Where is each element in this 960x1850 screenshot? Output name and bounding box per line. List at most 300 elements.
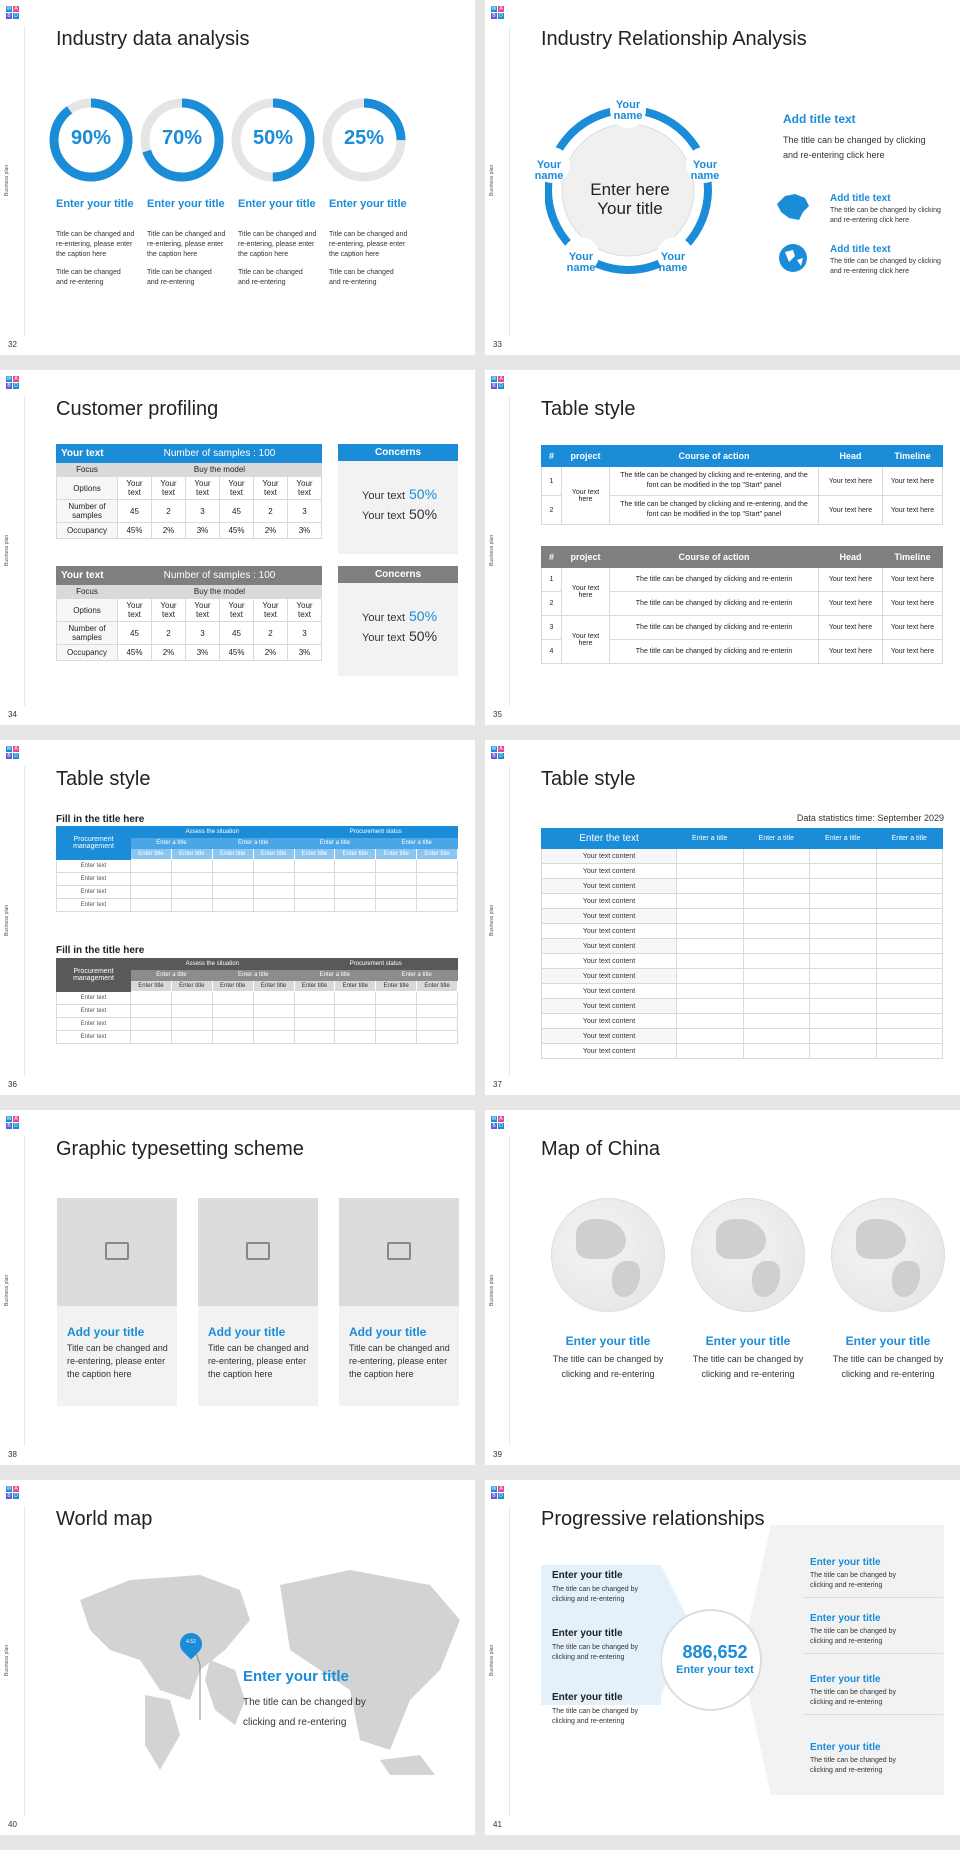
data-cell[interactable] — [171, 1018, 212, 1031]
data-cell[interactable] — [677, 879, 744, 894]
action-cell: The title can be changed by clicking and re-enterin — [610, 592, 819, 616]
data-cell[interactable] — [212, 886, 253, 899]
row-label: Your text content — [542, 849, 677, 864]
column-header: Enter title — [212, 849, 253, 860]
slide-41[interactable] — [485, 1480, 960, 1835]
item-title: Enter your title — [565, 1334, 651, 1348]
data-cell[interactable] — [253, 1005, 294, 1018]
data-cell[interactable] — [743, 864, 810, 879]
sample-cell: 45 — [118, 622, 152, 645]
divider — [24, 1506, 25, 1816]
data-cell[interactable] — [677, 984, 744, 999]
data-cell[interactable] — [417, 1005, 458, 1018]
data-cell[interactable] — [810, 939, 877, 954]
data-cell[interactable] — [417, 873, 458, 886]
subheader-cell: Enter a title — [376, 838, 458, 849]
data-cell[interactable] — [677, 1014, 744, 1029]
side-label: Business plan — [4, 534, 10, 566]
header-samples: Number of samples : 100 — [118, 567, 322, 585]
item-text-2: Title can be changed and re-entering — [56, 269, 121, 286]
row-label: Enter text — [57, 886, 131, 899]
subheader-cell: Enter a title — [131, 970, 213, 981]
item-title: Enter your title — [329, 198, 407, 210]
slide-title: Industry Relationship Analysis — [541, 28, 807, 50]
row-label: Your text content — [542, 939, 677, 954]
data-cell[interactable] — [677, 909, 744, 924]
row-number: 2 — [542, 592, 562, 616]
project-cell: Your text here — [562, 616, 610, 664]
data-cell[interactable] — [810, 1044, 877, 1059]
focus-label: Focus — [57, 585, 118, 599]
logo-icon: W A B D — [6, 1116, 18, 1129]
subheader-cell: Enter a title — [212, 970, 294, 981]
data-cell[interactable] — [294, 886, 335, 899]
row-number: 4 — [542, 640, 562, 664]
data-cell[interactable] — [171, 886, 212, 899]
data-cell[interactable] — [743, 999, 810, 1014]
data-cell[interactable] — [253, 873, 294, 886]
slide-32[interactable] — [0, 0, 475, 355]
image-placeholder[interactable] — [339, 1198, 459, 1306]
sample-cell: 45 — [220, 500, 254, 523]
data-cell[interactable] — [810, 1014, 877, 1029]
procurement-table-1 — [56, 826, 458, 912]
concerns-text: Your text — [362, 490, 406, 502]
item-text: The title can be changed by clicking and re-entering — [552, 1354, 664, 1379]
divider — [509, 766, 510, 1076]
side-label: Business plan — [4, 164, 10, 196]
image-card[interactable] — [198, 1198, 318, 1406]
data-cell[interactable] — [376, 1018, 417, 1031]
left-item-title: Enter your title — [552, 1628, 623, 1639]
data-cell[interactable] — [743, 894, 810, 909]
data-cell[interactable] — [253, 992, 294, 1005]
slide-36[interactable] — [0, 740, 475, 1095]
column-header: Your text — [288, 477, 322, 500]
data-cell[interactable] — [677, 939, 744, 954]
data-cell[interactable] — [743, 924, 810, 939]
data-cell[interactable] — [335, 899, 376, 912]
data-cell[interactable] — [810, 879, 877, 894]
side-label: Business plan — [489, 904, 495, 936]
data-cell[interactable] — [876, 999, 943, 1014]
header-samples: Number of samples : 100 — [118, 445, 322, 463]
data-cell[interactable] — [417, 1031, 458, 1044]
add-text: The title can be changed by clicking and re-entering click here — [783, 135, 926, 160]
data-cell[interactable] — [171, 860, 212, 873]
data-cell[interactable] — [335, 873, 376, 886]
divider — [509, 1136, 510, 1446]
divider — [24, 766, 25, 1076]
left-item-text: The title can be changed by clicking and re-entering — [552, 1644, 639, 1661]
data-cell[interactable] — [876, 924, 943, 939]
data-cell[interactable] — [171, 992, 212, 1005]
side-label: Business plan — [489, 1274, 495, 1306]
occupancy-cell: 45% — [220, 523, 254, 539]
data-cell[interactable] — [131, 992, 172, 1005]
data-cell[interactable] — [417, 886, 458, 899]
column-header: Enter title — [131, 849, 172, 860]
data-cell[interactable] — [876, 1029, 943, 1044]
data-cell[interactable] — [417, 992, 458, 1005]
data-cell[interactable] — [810, 954, 877, 969]
data-cell[interactable] — [876, 954, 943, 969]
image-placeholder[interactable] — [198, 1198, 318, 1306]
item-title: Enter your title — [56, 198, 134, 210]
occupancy-cell: 3% — [288, 523, 322, 539]
divider — [509, 1506, 510, 1816]
row-label: Enter text — [57, 873, 131, 886]
options-label: Options — [57, 477, 118, 500]
slide-title: Customer profiling — [56, 398, 219, 420]
data-cell[interactable] — [335, 1005, 376, 1018]
data-cell[interactable] — [253, 886, 294, 899]
item-text-2: Title can be changed and re-entering — [238, 269, 303, 286]
options-label: Options — [57, 599, 118, 622]
ring-percent: 90% — [70, 127, 112, 149]
divider — [24, 1136, 25, 1446]
data-cell[interactable] — [417, 899, 458, 912]
data-cell[interactable] — [876, 879, 943, 894]
data-cell[interactable] — [376, 899, 417, 912]
sample-cell: 45 — [118, 500, 152, 523]
page-number: 35 — [493, 710, 502, 719]
status-header: Procurement status — [294, 959, 458, 970]
data-cell[interactable] — [810, 924, 877, 939]
globe-land — [856, 1219, 906, 1259]
data-cell[interactable] — [810, 894, 877, 909]
data-cell[interactable] — [212, 899, 253, 912]
image-card[interactable] — [339, 1198, 459, 1406]
side-label: Business plan — [4, 1644, 10, 1676]
data-cell[interactable] — [376, 886, 417, 899]
data-cell[interactable] — [417, 1018, 458, 1031]
samples-label: Number of samples — [57, 500, 118, 523]
right-item-title: Enter your title — [810, 1674, 881, 1685]
header-cell: Head — [819, 446, 883, 467]
column-header: Enter title — [253, 981, 294, 992]
data-cell[interactable] — [212, 873, 253, 886]
data-cell[interactable] — [253, 1018, 294, 1031]
subheader-cell: Enter a title — [376, 970, 458, 981]
slide-39[interactable] — [485, 1110, 960, 1465]
item-title: Enter your title — [238, 198, 316, 210]
occupancy-label: Occupancy — [57, 523, 118, 539]
data-cell[interactable] — [212, 992, 253, 1005]
data-cell[interactable] — [810, 909, 877, 924]
column-header: Your text — [186, 477, 220, 500]
concerns-line — [362, 486, 437, 502]
data-cell[interactable] — [677, 1029, 744, 1044]
slide-title: World map — [56, 1508, 153, 1530]
slide-37[interactable] — [485, 740, 960, 1095]
ring-percent: 25% — [343, 127, 385, 149]
assess-header: Assess the situation — [131, 827, 295, 838]
slide-33[interactable] — [485, 0, 960, 355]
page-number: 37 — [493, 1080, 502, 1089]
data-cell[interactable] — [376, 860, 417, 873]
image-placeholder[interactable] — [57, 1198, 177, 1306]
item-title: Enter your title — [845, 1334, 931, 1348]
column-header: Your text — [288, 599, 322, 622]
data-cell[interactable] — [810, 984, 877, 999]
item-title: Enter your title — [705, 1334, 791, 1348]
header-cell: Timeline — [883, 446, 943, 467]
timeline-cell: Your text here — [883, 640, 943, 664]
head-cell: Your text here — [819, 496, 883, 525]
row-label: Enter text — [57, 899, 131, 912]
sample-cell: 2 — [254, 622, 288, 645]
data-cell[interactable] — [417, 860, 458, 873]
data-cell[interactable] — [171, 899, 212, 912]
data-cell[interactable] — [743, 1014, 810, 1029]
globe-land — [612, 1261, 640, 1297]
data-cell[interactable] — [876, 1014, 943, 1029]
row-number: 1 — [542, 568, 562, 592]
assess-header: Assess the situation — [131, 959, 295, 970]
head-cell: Your text here — [819, 592, 883, 616]
side-label: Business plan — [4, 1274, 10, 1306]
data-cell[interactable] — [212, 860, 253, 873]
data-cell[interactable] — [677, 849, 744, 864]
data-cell[interactable] — [876, 984, 943, 999]
data-cell[interactable] — [253, 1031, 294, 1044]
slide-title: Progressive relationships — [541, 1508, 765, 1530]
concerns-header: Concerns — [338, 444, 458, 461]
timeline-cell: Your text here — [883, 496, 943, 525]
occupancy-cell: 45% — [220, 645, 254, 661]
section-title-1: Fill in the title here — [56, 814, 145, 825]
image-card[interactable] — [57, 1198, 177, 1406]
item-text: Title can be changed and re-entering, please enter the caption here — [147, 231, 226, 258]
header-cell: Head — [819, 547, 883, 568]
action-cell: The title can be changed by clicking and re-entering, and the font can be modified in the top "Start" panel — [610, 496, 819, 525]
head-cell: Your text here — [819, 640, 883, 664]
logo-icon: W A B D — [6, 746, 18, 759]
header-cell: project — [562, 547, 610, 568]
data-cell[interactable] — [743, 909, 810, 924]
occupancy-cell: 2% — [152, 523, 186, 539]
right-item-title: Enter your title — [810, 1557, 881, 1568]
sample-cell: 3 — [288, 622, 322, 645]
page-number: 40 — [8, 1820, 17, 1829]
slide-title: Table style — [56, 768, 151, 790]
column-header: Your text — [220, 599, 254, 622]
ring-percent: 70% — [161, 127, 203, 149]
data-cell[interactable] — [294, 860, 335, 873]
left-item-title: Enter your title — [552, 1692, 623, 1703]
data-cell[interactable] — [876, 849, 943, 864]
data-cell[interactable] — [294, 1018, 335, 1031]
data-cell[interactable] — [212, 1031, 253, 1044]
data-cell[interactable] — [810, 1029, 877, 1044]
data-cell[interactable] — [677, 864, 744, 879]
project-cell: Your text here — [562, 568, 610, 616]
node-top: Your name — [613, 99, 643, 122]
data-cell[interactable] — [876, 864, 943, 879]
card-title: Add your title — [349, 1325, 427, 1339]
timeline-cell: Your text here — [883, 592, 943, 616]
data-cell[interactable] — [376, 1005, 417, 1018]
data-cell[interactable] — [212, 1018, 253, 1031]
action-cell: The title can be changed by clicking and re-enterin — [610, 616, 819, 640]
header-cell: Course of action — [610, 547, 819, 568]
data-cell[interactable] — [677, 969, 744, 984]
concerns-pct: 50% — [409, 506, 438, 522]
item-text: Title can be changed and re-entering, please enter the caption here — [329, 231, 408, 258]
sample-cell: 3 — [288, 500, 322, 523]
row-label: Your text content — [542, 954, 677, 969]
data-cell[interactable] — [335, 1031, 376, 1044]
data-cell[interactable] — [131, 899, 172, 912]
concerns-pct: 50% — [409, 628, 438, 644]
data-cell[interactable] — [294, 1031, 335, 1044]
data-cell[interactable] — [743, 939, 810, 954]
slide-title: Industry data analysis — [56, 28, 250, 50]
concerns-header: Concerns — [338, 566, 458, 583]
logo-icon: W A B D — [6, 1486, 18, 1499]
occupancy-cell: 2% — [254, 645, 288, 661]
data-cell[interactable] — [171, 1005, 212, 1018]
logo-icon: W A B D — [491, 1116, 503, 1129]
column-header: Your text — [186, 599, 220, 622]
center-text: Enter your text — [676, 1664, 754, 1676]
data-cell[interactable] — [376, 1031, 417, 1044]
action-cell: The title can be changed by clicking and re-enterin — [610, 640, 819, 664]
data-cell[interactable] — [335, 1018, 376, 1031]
data-cell[interactable] — [335, 992, 376, 1005]
slide-38[interactable] — [0, 1110, 475, 1465]
map-text: The title can be changed by clicking and re-entering — [243, 1697, 366, 1728]
data-cell[interactable] — [294, 873, 335, 886]
data-cell[interactable] — [294, 899, 335, 912]
data-cell[interactable] — [876, 909, 943, 924]
data-cell[interactable] — [743, 1029, 810, 1044]
data-cell[interactable] — [810, 849, 877, 864]
image-icon — [105, 1242, 129, 1260]
slide-40[interactable] — [0, 1480, 475, 1835]
slide-title: Graphic typesetting scheme — [56, 1138, 304, 1160]
data-cell[interactable] — [743, 954, 810, 969]
row-label: Your text content — [542, 909, 677, 924]
procurement-label: Procurement management — [57, 827, 131, 860]
data-cell[interactable] — [335, 860, 376, 873]
logo-icon: W A B D — [491, 376, 503, 389]
data-cell[interactable] — [743, 849, 810, 864]
timeline-cell: Your text here — [883, 467, 943, 496]
action-cell: The title can be changed by clicking and re-entering, and the font can be modified in the top "Start" panel — [610, 467, 819, 496]
concerns-line — [362, 628, 437, 644]
data-cell[interactable] — [376, 873, 417, 886]
data-cell[interactable] — [677, 954, 744, 969]
globe-image — [831, 1198, 945, 1312]
data-cell[interactable] — [876, 1044, 943, 1059]
data-cell[interactable] — [876, 969, 943, 984]
data-cell[interactable] — [376, 992, 417, 1005]
page-number: 38 — [8, 1450, 17, 1459]
slide-35[interactable] — [485, 370, 960, 725]
concerns-line — [362, 506, 437, 522]
data-cell[interactable] — [743, 969, 810, 984]
subheader-cell: Enter a title — [212, 838, 294, 849]
data-cell[interactable] — [131, 886, 172, 899]
sample-cell: 2 — [152, 500, 186, 523]
data-cell[interactable] — [131, 1005, 172, 1018]
data-cell[interactable] — [294, 992, 335, 1005]
data-cell[interactable] — [253, 899, 294, 912]
slide-title: Table style — [541, 398, 636, 420]
data-cell[interactable] — [294, 1005, 335, 1018]
data-cell[interactable] — [677, 894, 744, 909]
item-text-2: Title can be changed and re-entering — [147, 269, 212, 286]
procurement-table-2 — [56, 958, 458, 1044]
data-cell[interactable] — [131, 1018, 172, 1031]
page-number: 34 — [8, 710, 17, 719]
data-cell[interactable] — [810, 864, 877, 879]
data-cell[interactable] — [131, 873, 172, 886]
row-number: 1 — [542, 467, 562, 496]
card-text: Title can be changed and re-entering, please enter the caption here — [208, 1343, 309, 1379]
row-label: Enter text — [57, 1031, 131, 1044]
data-cell[interactable] — [677, 1044, 744, 1059]
sample-cell: 3 — [186, 622, 220, 645]
data-cell[interactable] — [335, 886, 376, 899]
occupancy-cell: 2% — [254, 523, 288, 539]
head-cell: Your text here — [819, 616, 883, 640]
concerns-panel — [338, 566, 458, 676]
occupancy-cell: 45% — [118, 523, 152, 539]
data-cell[interactable] — [810, 969, 877, 984]
slide-title: Map of China — [541, 1138, 660, 1160]
header-cell: # — [542, 446, 562, 467]
data-cell[interactable] — [743, 984, 810, 999]
header-cell: Timeline — [883, 547, 943, 568]
data-cell[interactable] — [171, 1031, 212, 1044]
data-cell[interactable] — [171, 873, 212, 886]
data-cell[interactable] — [810, 999, 877, 1014]
divider — [509, 26, 510, 336]
pin-label: 4.52 — [186, 1639, 196, 1645]
data-cell[interactable] — [677, 999, 744, 1014]
globe-icon — [777, 242, 809, 274]
data-cell[interactable] — [131, 1031, 172, 1044]
data-cell[interactable] — [876, 939, 943, 954]
column-header: Enter title — [417, 981, 458, 992]
ring-percent: 50% — [252, 127, 294, 149]
concerns-text: Your text — [362, 612, 406, 624]
samples-label: Number of samples — [57, 622, 118, 645]
data-cell[interactable] — [677, 924, 744, 939]
page-number: 33 — [493, 340, 502, 349]
right-item-title: Enter your title — [810, 1742, 881, 1753]
logo-icon: W A B D — [491, 6, 503, 19]
row-label: Your text content — [542, 879, 677, 894]
occupancy-label: Occupancy — [57, 645, 118, 661]
data-cell[interactable] — [212, 1005, 253, 1018]
logo-icon: W A B D — [6, 6, 18, 19]
data-cell[interactable] — [253, 860, 294, 873]
data-cell[interactable] — [743, 1044, 810, 1059]
data-cell[interactable] — [876, 894, 943, 909]
slide-34[interactable] — [0, 370, 475, 725]
data-cell[interactable] — [131, 860, 172, 873]
column-header: Enter title — [376, 849, 417, 860]
side-label: Business plan — [489, 534, 495, 566]
row-label: Your text content — [542, 999, 677, 1014]
column-header: Your text — [254, 599, 288, 622]
header-your-text: Your text — [57, 567, 118, 585]
data-cell[interactable] — [743, 879, 810, 894]
